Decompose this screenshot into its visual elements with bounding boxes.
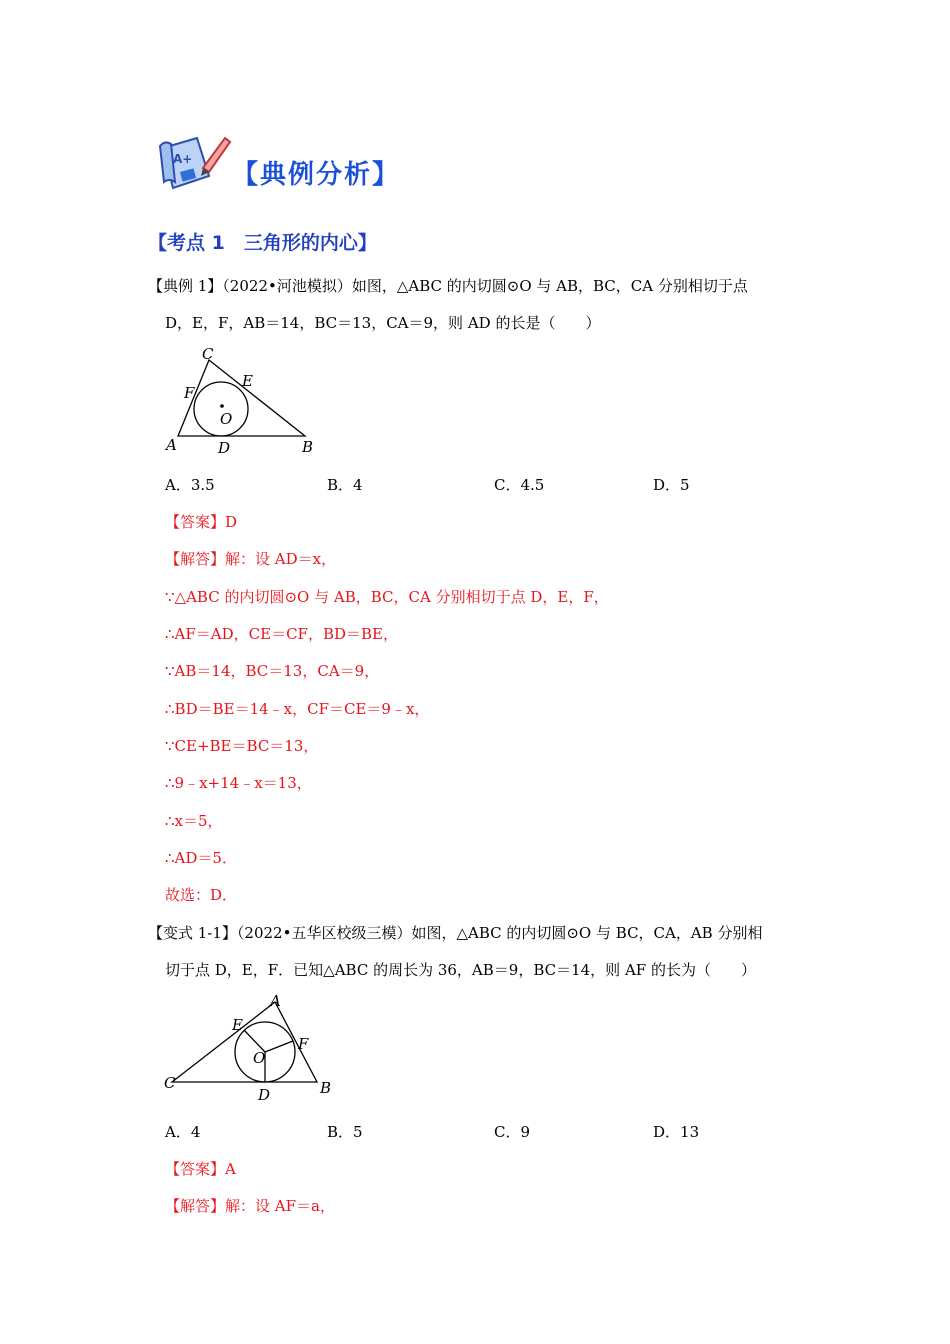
ex2-question-line2: 切于点 D，E，F．已知△ABC 的周长为 36，AB＝9，BC＝14，则 AF 的长为（ ）: [165, 961, 756, 979]
ex1-figure: [162, 344, 332, 459]
ex1-solution-line: ∴9﹣x+14﹣x＝13，: [165, 774, 312, 792]
triangle-abc: [172, 1002, 317, 1082]
ex1-solution-line: ∵CE+BE＝BC＝13，: [165, 737, 319, 755]
ex2-figure: [160, 992, 340, 1107]
label-e: E: [232, 1016, 243, 1034]
label-c: C: [164, 1074, 176, 1092]
section-title: 【考点 1 三角形的内心】: [148, 232, 377, 254]
ex2-question-line1: 【变式 1-1】（2022•五华区校级三模）如图，△ABC 的内切圆⊙O 与 BC，CA，AB 分别相: [148, 924, 763, 942]
label-d: D: [258, 1086, 271, 1104]
banner-title: 【典例分析】: [232, 160, 401, 190]
label-b: B: [320, 1079, 332, 1097]
label-c: C: [202, 345, 214, 363]
label-f: F: [184, 384, 195, 402]
ex1-solution-line: ∴x＝5，: [165, 812, 223, 830]
label-f: F: [298, 1035, 309, 1053]
ex2-answer: 【答案】A: [165, 1160, 236, 1178]
ex1-option-a: A．3.5: [165, 476, 215, 494]
label-e: E: [242, 372, 253, 390]
ex2-option-b: B．5: [327, 1123, 363, 1141]
label-a: A: [166, 436, 177, 454]
ex1-solution-line: ∴BD＝BE＝14﹣x，CF＝CE＝9﹣x，: [165, 700, 430, 718]
label-o: O: [220, 410, 233, 428]
ex2-option-d: D．13: [653, 1123, 700, 1141]
ex1-answer: 【答案】D: [165, 513, 238, 531]
ex1-solution-line: ∵△ABC 的内切圆⊙O 与 AB，BC，CA 分别相切于点 D，E，F，: [165, 588, 609, 606]
ex1-option-c: C．4.5: [494, 476, 545, 494]
center-o-dot: [220, 404, 224, 408]
ex1-solution-line: ∴AD＝5．: [165, 849, 237, 867]
label-b: B: [302, 438, 314, 456]
ex1-solution-line: ∵AB＝14，BC＝13，CA＝9，: [165, 662, 380, 680]
ex1-solution-line: ∴AF＝AD，CE＝CF，BD＝BE，: [165, 625, 398, 643]
ex2-option-a: A．4: [165, 1123, 201, 1141]
pencil-paper-icon: [157, 130, 232, 192]
ex1-option-d: D．5: [653, 476, 690, 494]
ex1-solution-line: 【解答】解：设 AD＝x，: [165, 550, 337, 568]
svg-text:A+: A+: [173, 152, 193, 166]
ex1-option-b: B．4: [327, 476, 363, 494]
label-o: O: [253, 1049, 266, 1067]
ex1-solution-line: 故选：D．: [165, 886, 238, 904]
ex2-solution-line: 【解答】解：设 AF＝a，: [165, 1197, 335, 1215]
label-d: D: [218, 439, 231, 457]
ex1-question-line1: 【典例 1】（2022•河池模拟）如图，△ABC 的内切圆⊙O 与 AB，BC，CA 分别相切于点: [148, 277, 748, 295]
ex1-question-line2: D，E，F，AB＝14，BC＝13，CA＝9，则 AD 的长是（ ）: [165, 314, 601, 332]
label-a: A: [270, 992, 281, 1010]
ex2-option-c: C．9: [494, 1123, 531, 1141]
